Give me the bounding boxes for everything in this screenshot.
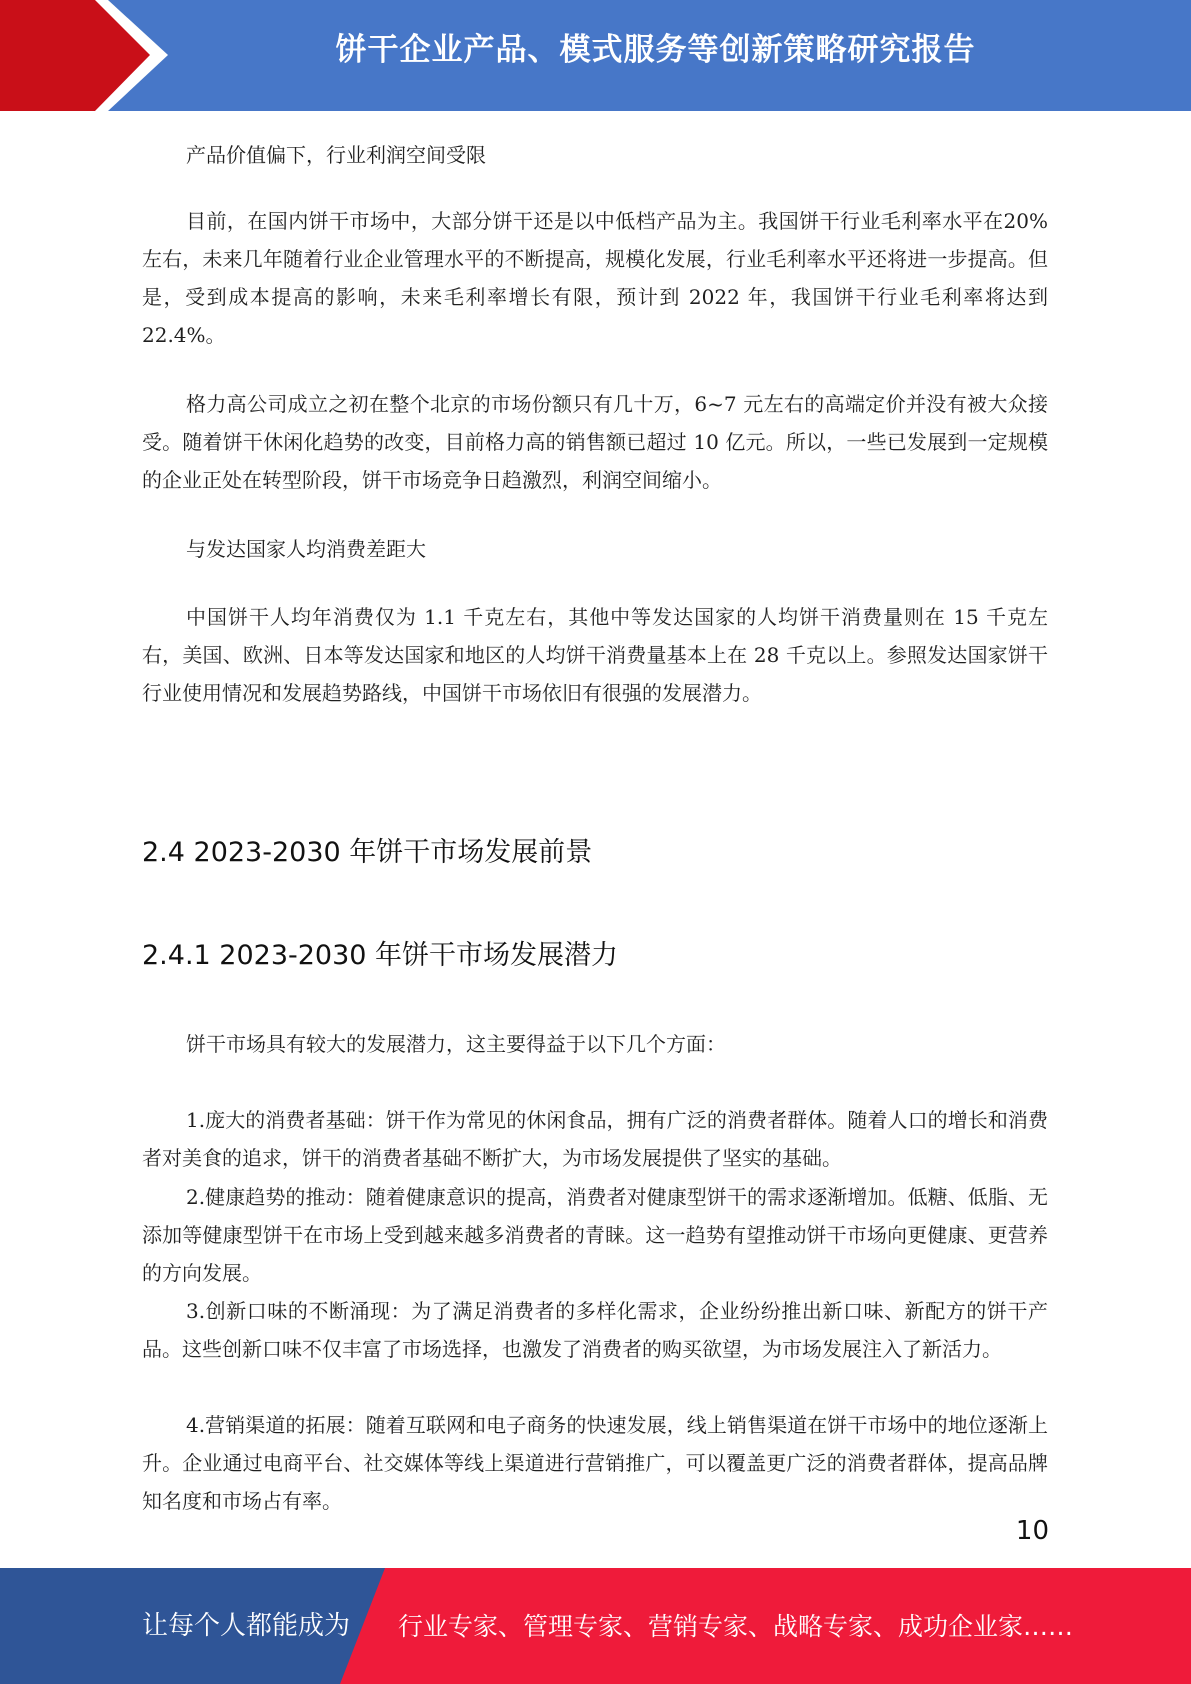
paragraph-subheading-value: 产品价值偏下，行业利润空间受限	[186, 143, 486, 167]
page-number: 10	[1015, 1516, 1049, 1546]
list-item: 1.庞大的消费者基础：饼干作为常见的休闲食品，拥有广泛的消费者群体。随着人口的增长和消费者对美食的追求，饼干的消费者基础不断扩大，为市场发展提供了坚实的基础。	[142, 1108, 1048, 1170]
paragraph-glico: 格力高公司成立之初在整个北京的市场份额只有几十万，6~7 元左右的高端定价并没有被大众接受。随着饼干休闲化趋势的改变，目前格力高的销售额已超过 10 亿元。所以，一些已发展到一定规模的企业正处在转型阶段，饼干市场竞争日趋激烈，利润空间缩小。	[142, 392, 1048, 492]
list-item: 4.营销渠道的拓展：随着互联网和电子商务的快速发展，线上销售渠道在饼干市场中的地位逐渐上升。企业通过电商平台、社交媒体等线上渠道进行营销推广，可以覆盖更广泛的消费者群体，提高品牌知名度和市场占有率。	[142, 1413, 1048, 1513]
section-heading-2-4: 2.4 2023-2030 年饼干市场发展前景	[142, 837, 593, 868]
footer-slogan-right: 行业专家、管理专家、营销专家、战略专家、成功企业家……	[398, 1612, 1074, 1641]
report-title: 饼干企业产品、模式服务等创新策略研究报告	[335, 32, 976, 68]
paragraph-margin: 目前，在国内饼干市场中，大部分饼干还是以中低档产品为主。我国饼干行业毛利率水平在20%左右，未来几年随着行业企业管理水平的不断提高，规模化发展，行业毛利率水平还将进一步提高。但是，受到成本提高的影响，未来毛利率增长有限，预计到 2022 年，我国饼干行业毛利率将达到 22.4%。	[142, 209, 1048, 347]
paragraph-per-capita: 中国饼干人均年消费仅为 1.1 千克左右，其他中等发达国家的人均饼干消费量则在 15 千克左右，美国、欧洲、日本等发达国家和地区的人均饼干消费量基本上在 28 千克以上。参照发达国家饼干行业使用情况和发展趋势路线，中国饼干市场依旧有很强的发展潜力。	[142, 605, 1048, 705]
page-footer	[0, 1568, 1191, 1684]
footer-slogan-left: 让每个人都能成为	[142, 1611, 351, 1641]
paragraph-intro: 饼干市场具有较大的发展潜力，这主要得益于以下几个方面：	[186, 1032, 726, 1056]
list-item: 2.健康趋势的推动：随着健康意识的提高，消费者对健康型饼干的需求逐渐增加。低糖、低脂、无添加等健康型饼干在市场上受到越来越多消费者的青睐。这一趋势有望推动饼干市场向更健康、更营养的方向发展。	[142, 1185, 1048, 1285]
page-header	[0, 0, 1191, 111]
section-heading-2-4-1: 2.4.1 2023-2030 年饼干市场发展潜力	[142, 940, 619, 971]
list-item: 3.创新口味的不断涌现：为了满足消费者的多样化需求，企业纷纷推出新口味、新配方的饼干产品。这些创新口味不仅丰富了市场选择，也激发了消费者的购买欲望，为市场发展注入了新活力。	[142, 1299, 1048, 1361]
paragraph-subheading-consumption: 与发达国家人均消费差距大	[186, 537, 426, 561]
